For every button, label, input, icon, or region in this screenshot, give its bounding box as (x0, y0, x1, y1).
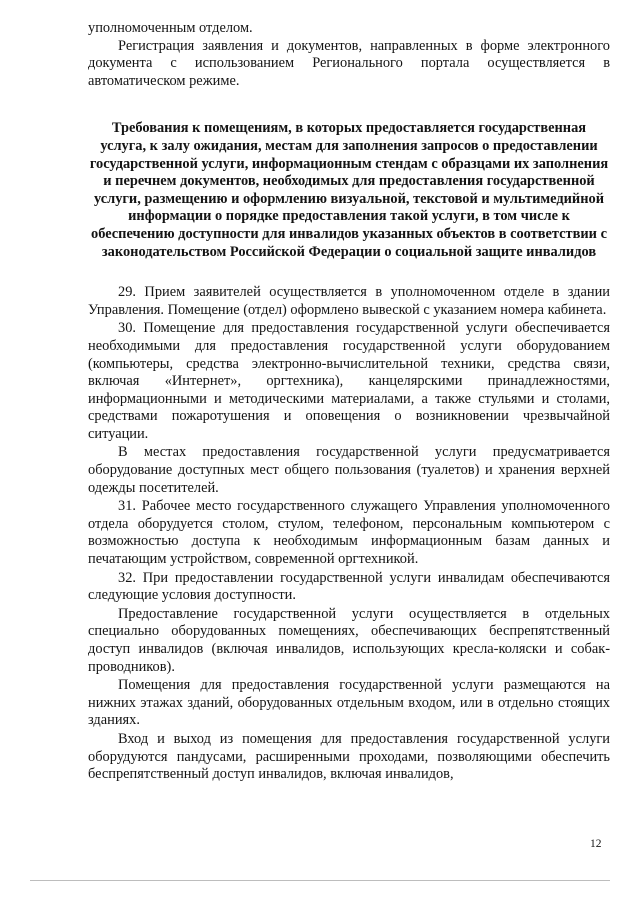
page-number: 12 (590, 838, 602, 850)
paragraph-29: 29. Прием заявителей осуществляется в уполномоченном отделе в здании Управления. Помещение (отдел) оформлено вывеской с указанием номера кабинета. (88, 284, 610, 318)
paragraph-32-floors: Помещения для предоставления государственной услуги размещаются на нижних этажах зданий, оборудованных отдельным входом, или в отдельно стоящих зданиях. (88, 677, 610, 729)
document-page (88, 20, 610, 784)
paragraph-32: 32. При предоставлении государственной услуги инвалидам обеспечиваются следующие условия доступности. (88, 569, 610, 604)
section-heading: Требования к помещениям, в которых предоставляется государственная услуга, к залу ожидания, местам для заполнения запросов о предоставлении государственной услуги, информационным стендам с образцами их заполнения и перечнем документов, необходимых для предоставления государственной услуги, размещению и оформлению визуальной, текстовой и мультимедийной информации о порядке предоставления такой услуги, в том числе к обеспечению доступности для инвалидов указанных объектов в соответствии с законодательством Российской Федерации о социальной защите инвалидов (89, 120, 609, 260)
paragraph-30: 30. Помещение для предоставления государственной услуги обеспечивается необходимыми для предоставления государственной услуги оборудованием (компьютеры, средства электронно-вычислительной техники, средства связи, включая «Интернет», оргтехника), канцелярскими принадлежностями, информационными и методическими материалами, а также стульями и столами, средствами пожаротушения и оповещения о возникновении чрезвычайной ситуации. (88, 320, 610, 442)
paragraph-32-entrance: Вход и выход из помещения для предоставления государственной услуги оборудуются пандусами, расширенными проходами, позволяющими обеспечить беспрепятственный доступ инвалидов, включая инвалидов, (88, 730, 610, 783)
paragraph-31: 31. Рабочее место государственного служащего Управления уполномоченного отдела оборудуется столом, стулом, телефоном, персональным компьютером с возможностью доступа к необходимым информационным базам данных и печатающим устройством, современной оргтехникой. (88, 498, 610, 568)
intro-line-1: уполномоченным отделом. (88, 20, 253, 36)
intro-line-2: Регистрация заявления и документов, направленных в форме электронного документа с использованием Регионального портала осуществляется в автоматическом режиме. (88, 37, 610, 89)
paragraph-32-premises: Предоставление государственной услуги осуществляется в отдельных специально оборудованных помещениях, обеспечивающих беспрепятственный доступ инвалидов (включая инвалидов, использующих кресла-коляски и собак-проводников). (88, 605, 610, 675)
scan-bottom-line (30, 880, 610, 881)
section-gap (88, 261, 610, 284)
paragraph-30-accessibility: В местах предоставления государственной услуги предусматривается оборудование доступных мест общего пользования (туалетов) и хранения верхней одежды посетителей. (88, 444, 610, 496)
